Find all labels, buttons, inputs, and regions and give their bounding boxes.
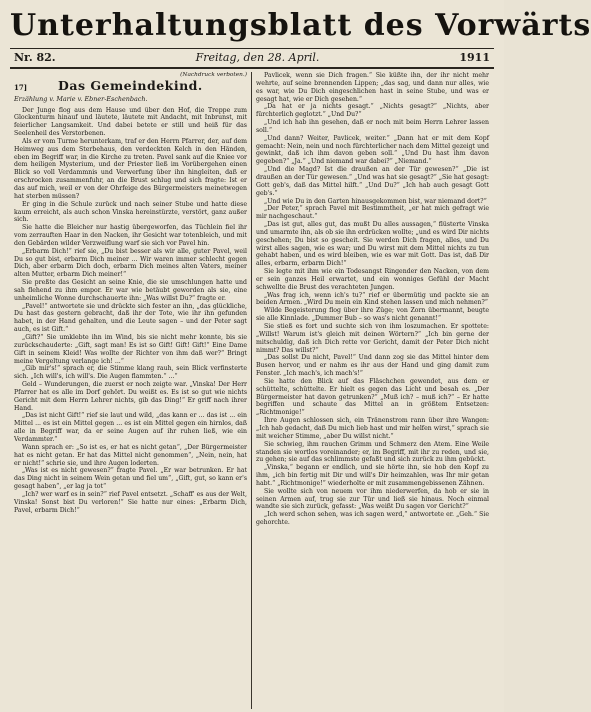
article-paragraph: „Gib mir's!“ sprach er, die Stimme klang rauh, sein Blick verfinsterte sich. „Ich will's, ich will's. Die Augen flammten.“ ...“ [14, 365, 247, 381]
article-paragraph: „Das ist nicht Gift!“ rief sie laut und wild, „das kann er ... das ist ... ein Mittel ... es ist ein Mittel gegen ... es ist ein Mittel gegen ein hirnlos, daß alle in Begriff war, da er seine Augen auf ihr ruhen ließ, wie ein Verdammter.“ [14, 412, 247, 443]
article-paragraph: Als er vom Turme herunterkam, traf er den Herrn Pfarrer, der, auf dem Heimweg aus dem Sterbehaus, den verdeckten Kelch in den Händen, eben im Begriff war, in die Kirche zu treten. Pavel sank auf die Kniee vor dem heiligen Mysterium, und der Priester ließ im Vorübergehen einen Blick so voll Verdammnis und Verwerfung über ihn hingleiten, daß er erschrocken zusammenfuhr, an die Brust schlug und sich fragte: Ist er das auf mich, weil er von der Ohrfeige des Bürgermeisters meinetwegen hat sterben müssen? [14, 137, 247, 200]
installment-number: 17] [14, 82, 28, 92]
story-title: Das Gemeindekind. [58, 77, 203, 93]
article-paragraph: Sie hatte den Blick auf das Fläschchen gewendet, aus dem er schüttelte, schüttelte. Er hielt es gegen das Licht und besah es. „Der Bürgermeister hat davon getrunken?“ „Muß ich? – muß ich?“ – Er hatte begriffen und schaute das Mittel an in größtem Entsetzen: „Richtmonige!“ [256, 377, 489, 417]
article-paragraph: „Gift?“ Sie umklebte ihn im Wind, bis sie nicht mehr konnte, bis sie zurückschauderte: „Gift, sagt man! Es ist so Gift! Gift! Gift!“ Eine Dame Gift in seinem Kleid! Was wollte der Richter von ihm daß wer?“ Bringt meine Vergeltung verlange ich! ...“ [14, 334, 247, 365]
article-paragraph: „Vinska,“ begann er endlich, und sie hörte ihn, sie hob den Kopf zu ihm, „ich bin fertig mit Dir und will's Dir heimzahlen, was Ihr mir getan habt.“ „Richtmonige!“ wiederholte er mit zusammengebissenen Zähnen. [256, 464, 489, 487]
article-paragraph: „Da hat er ja nichts gesagt.“ „Nichts gesagt?“ „Nichts, aber fürchterlich geglotzt.“ „Und Du?“ [256, 103, 489, 119]
article-paragraph: „Der Peter,“ sprach Pavel mit Bestimmtheit, „er hat mich gefragt wie mir nachgeschaut.“ [256, 205, 489, 221]
issue-date: Freitag, den 28. April. [195, 51, 320, 64]
article-paragraph: „Was frag ich, wenn ich's tu?“ rief er übermütig und packte sie an beiden Armen. „Wird Du mein ein Kind stehen lassen und mich nehmen?“ [256, 291, 489, 307]
article-paragraph: Sie legte mit ihm wie ein Todesangst Ringender den Nacken, von dem er sein ganzes Heil erwartet, und ein wonniges Gefühl der Macht schwellte die Brust des verachteten Jungen. [256, 268, 489, 291]
article-paragraph: „Pavel!“ antwortete sie und drückte sich fester an ihn, „das glückliche, Du hast das gestern gebracht, daß ihr der Tote, wie ihr ihn gefunden habet, in der Hand gehalten, und die Leute sagen – und der Peter sagt auch, es ist Gift.“ [14, 302, 247, 334]
article-paragraph: „Und dann? Weiter, Pavlicek, weiter.“ „Dann hat er mit dem Kopf gemacht: Nein, nein und noch fürchterlicher nach dem Mittel gezeigt und gewinkt, daß ich ihm davon geben soll.“ „Und Du hast ihm davon gegeben?“ „Ja.“ „Und niemand war dabei?“ „Niemand.“ [256, 134, 489, 166]
article-paragraph: „Und wie Du in den Garten hinausgekommen bist, war niemand dort?“ [264, 197, 487, 205]
story-subtitle: Erzählung v. Marie v. Ebner-Eschenbach. [14, 94, 148, 103]
story-header [14, 77, 247, 93]
masthead-title: Unterhaltungsblatt des Vorwärts [10, 8, 591, 43]
issue-number: Nr. 82. [14, 51, 56, 64]
article-paragraph: „Was ist es nicht gewesen?“ fragte Pavel. „Er war betrunken. Er hat das Ding nicht in seinem Wein getan und fiel um“, „Gift, gut, so kann er's gesagt haben“, „er lag ja tot“ [14, 467, 247, 491]
issue-year: 1911 [459, 51, 490, 64]
left-column [10, 69, 251, 709]
reprint-note: (Nachdruck verboten.) [180, 72, 247, 78]
article-paragraph: Wann sprach er: „So ist es, er hat es nicht getan“, „Der Bürgermeister hat es nicht getan. Er hat das Mittel nicht genommen“, „Nein, nein, hat er nicht!“ schrie sie, und ihre Augen loderten. [14, 443, 247, 467]
article-paragraph: „Das ist gut, alles gut, das mußt Du alles aussagen,“ flüsterte Vinska und umarmte ihn, als ob sie ihn erdrücken wollte; „und es wird Dir nichts geschehen; Du bist so gescheit. Sie werden Dich fragen, alles, und Du wirst alles sagen, wie es war; und Du wirst mit dem Mittel nichts zu tun gehabt haben, und es wird bleiben, wie es war mit Gott. Das ist, daß Dir alles, erbarm, erbarm Dich!“ [256, 221, 489, 268]
article-paragraph: Pavlicek, wenn sie Dich fragen.“ Sie küßte ihn, der ihr nicht mehr wehrte, auf seine brennenden Lippen; „das sag, und dann nur alles, wie es war, wie Du Dich eingeschlichen hast in seine Stube, und was er gesagt hat, wie er Dich gesehen.“ [256, 72, 489, 103]
article-paragraph: „Und die Magd? Ist die draußen an der Tür gewesen?“ „Die ist draußen an der Tür gewesen.“ „Und was hat sie gesagt?“ „Sie hat gesagt: Gott geb's, daß das Mittel hilft.“ „Und Du?“ „Ich hab auch gesagt Gott geb's.“ [256, 166, 490, 197]
article-paragraph: Sie preßte das Gesicht an seine Knie, die sie umschlungen hatte und sah flehend zu ihm empor. Er war wie betäubt geworden als sie, eine unheimliche Wonne durchschauerte ihn: „Was willst Du?“ fragte er. [14, 279, 247, 302]
article-paragraph: Sie stieß es fort und suchte sich von ihm loszumachen. Er spottete: „Willst! Warum ist's gleich mit deinen Wörtern?“ „Ich bin gerne der mitschuldig, daß ich Dich rette vor Gericht, damit der Peter Dich nicht nimmt? Das willst?“ [256, 323, 489, 354]
article-paragraph: „Und ich hab ihn gesehen, daß er noch mit beim Herrn Lehrer lassen soll.“ [256, 119, 489, 134]
article-paragraph: Wilde Begeisterung flog über ihre Züge; von Zorn übermannt, beugte sie alle Kinnlade. „Dummer Bub – so was's nicht genannt!“ [256, 307, 489, 323]
article-paragraph: „Ich? wer warf es in sein?“ rief Pavel entsetzt. „Schaff' es aus der Welt, Vinska! Sonst bist Du verloren!“ Sie hatte nur eines: „Erbarm Dich, Pavel, erbarm Dich!“ [14, 490, 247, 514]
article-columns [10, 69, 494, 709]
article-paragraph: „Ich werd schon sehen, was ich sagen werd,“ antwortete er. „Geh.“ Sie gehorchte. [256, 511, 489, 527]
article-paragraph: Sie hatte die Bleicher nur hastig übergeworfen, das Tüchlein fiel ihr vom zerrauften Haar in den Nacken, ihr Gesicht war totenbleich, und mit den Gebärden wilder Verzweiflung warf sie sich vor Pavel hin. [14, 224, 247, 247]
article-paragraph: Sie wollte sich von neuem vor ihm niederwerfen, da hob er sie in seinen Armen auf, trug sie zur Tür und ließ sie hinaus. Noch einmal wandte sie sich zurück, gefasst: „Was weißt Du sagen vor Gericht?“ [256, 487, 489, 511]
dateline [10, 48, 494, 69]
article-paragraph: Ihre Augen schlossen sich, ein Tränenstrom rann über ihre Wangen: „Ich hab gedacht, daß Du mich lieb hast und mir helfen wirst,“ sprach sie mit weicher Stimme, „aber Du willst nicht.“ [256, 417, 489, 440]
article-paragraph: „Das sollst Du nicht, Pavel!“ Und dann zog sie das Mittel hinter dem Busen hervor, und er nahm es ihr aus der Hand und ging damit zum Fenster. „Ich mach's, ich mach's!“ [256, 354, 489, 378]
right-column [252, 69, 493, 709]
article-paragraph: Der Junge flog aus dem Hause und über den Hof, die Treppe zum Glockenturm hinauf und läutete, läutete mit Andacht, mit Inbrunst, mit feierlicher Langsamkeit. Und dabei betete er still und heiß für das Seelenheil des Verstorbenen. [14, 106, 247, 138]
article-paragraph: Er ging in die Schule zurück und nach seiner Stube und hatte diese kaum erreicht, als auch schon Vinska hereinstürzte, verstört, ganz außer sich. [14, 200, 247, 224]
article-paragraph: Geld – Wunderungen, die zuerst er noch zeigte war. „Vinska! Der Herr Pfarrer hat es alle im Dorf gehört. Du weißt es. Es ist so gut wie nichts Gericht mit dem Herrn Lehrer nichts, gib das Ding!“ Er griff nach ihrer Hand. [14, 381, 247, 412]
article-paragraph: Sie schwieg, ihm rauchen Grimm und Schmerz den Atem. Eine Weile standen sie wortlos voreinander; er, im Begriff, mit ihr zu reden, und sie, zu gehen; sie auf das schlimmste gefaßt und sich zurück zu ihm gebückt. [256, 440, 489, 464]
article-paragraph: „Erbarm Dich!“ rief sie, „Du bist besser als wir alle, guter Pavel, weil Du so gut bist, erbarm Dich meiner ... Wir waren immer schlecht gegen Dich, aber erbarm Dich doch, erbarm Dich meines alten Vaters, meiner alten Mutter, erbarm Dich meiner!“ [14, 247, 247, 279]
